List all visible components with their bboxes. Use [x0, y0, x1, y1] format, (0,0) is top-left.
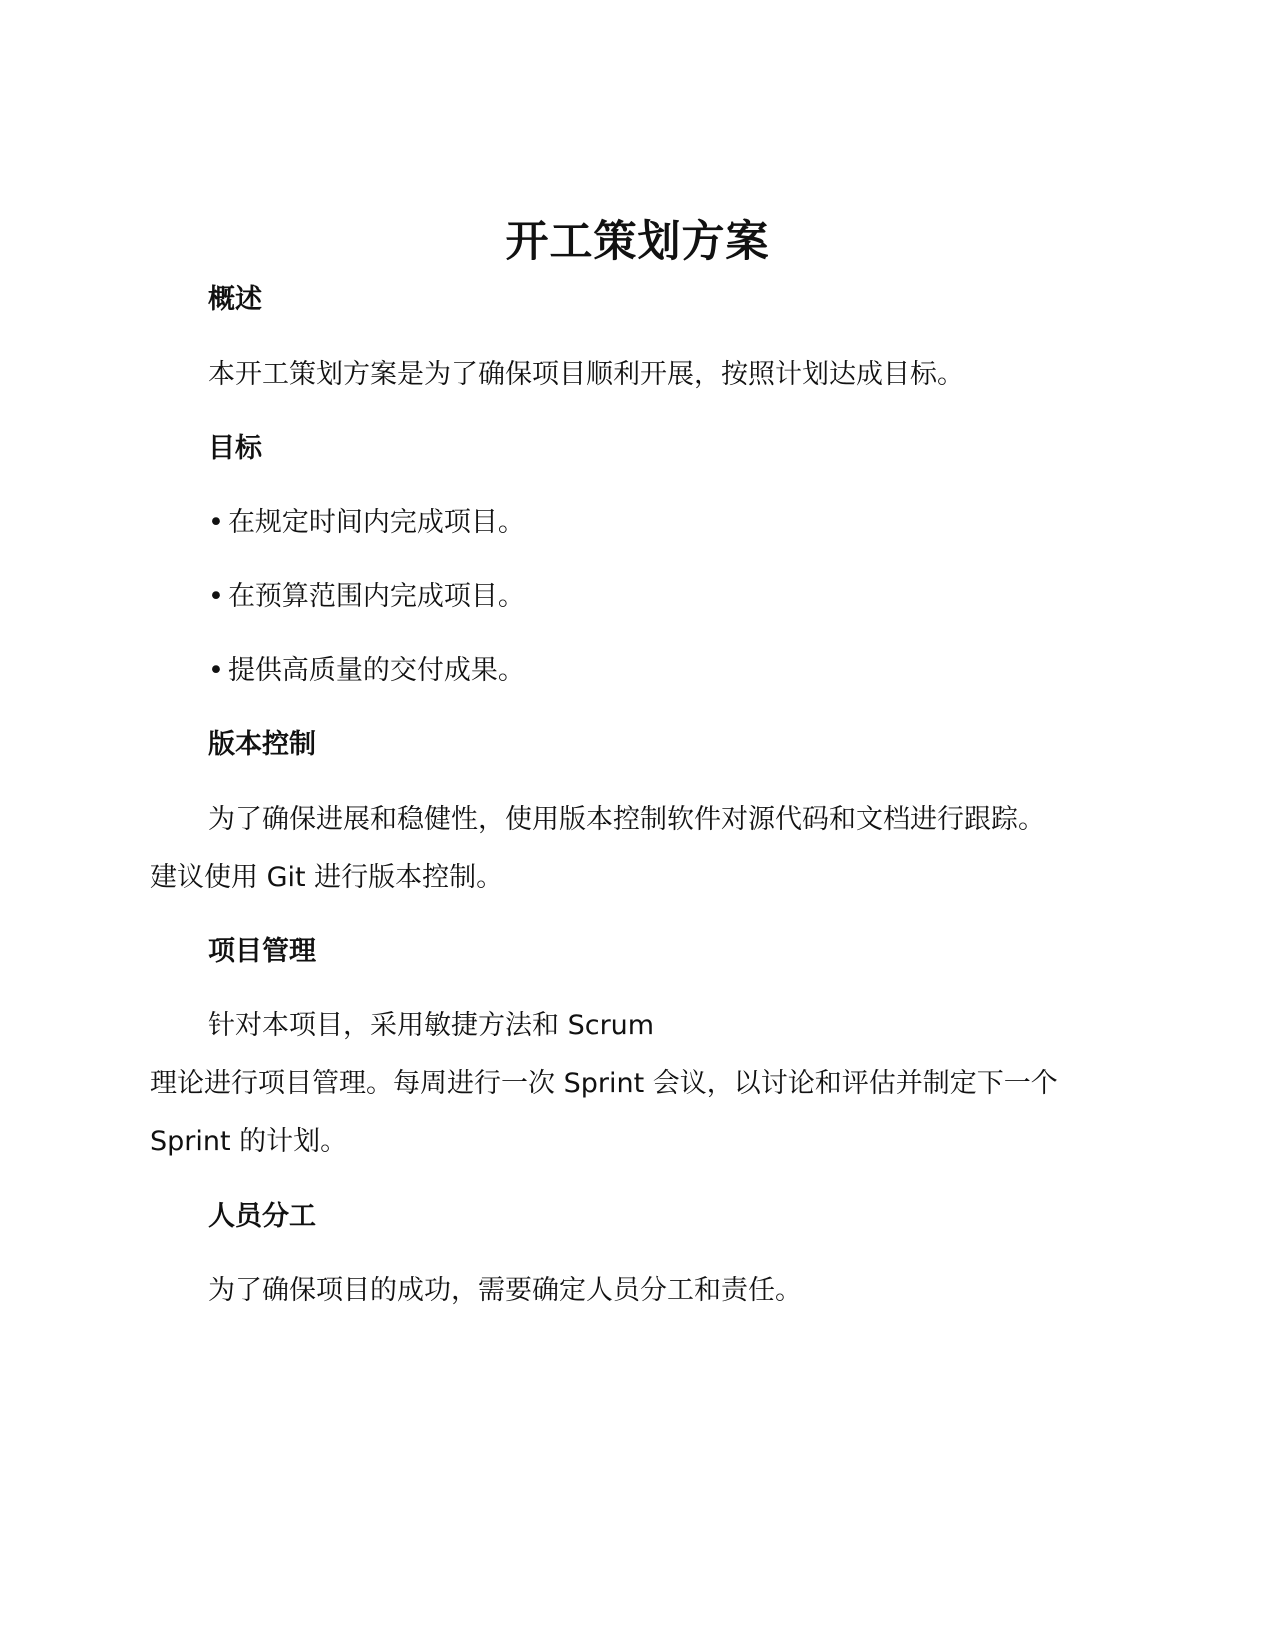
- section-heading-staffing: 人员分工: [208, 1201, 316, 1232]
- section-heading-project-management: 项目管理: [208, 936, 316, 967]
- section-heading-version-control: 版本控制: [208, 729, 316, 760]
- goal-item-text: 在规定时间内完成项目。: [227, 507, 525, 538]
- project-management-paragraph-line: Sprint 的计划。: [150, 1126, 348, 1157]
- version-control-paragraph-line: 建议使用 Git 进行版本控制。: [150, 862, 504, 893]
- section-heading-overview: 概述: [208, 284, 262, 315]
- goal-item-text: 在预算范围内完成项目。: [227, 581, 525, 612]
- document-title: 开工策划方案: [505, 217, 770, 267]
- project-management-paragraph-line: 理论进行项目管理。每周进行一次 Sprint 会议，以讨论和评估并制定下一个: [150, 1068, 1058, 1099]
- staffing-paragraph: 为了确保项目的成功，需要确定人员分工和责任。: [208, 1275, 802, 1306]
- overview-paragraph: 本开工策划方案是为了确保项目顺利开展，按照计划达成目标。: [208, 359, 964, 390]
- version-control-paragraph-line: 为了确保进展和稳健性，使用版本控制软件对源代码和文档进行跟踪。: [208, 804, 1045, 835]
- goal-list-item: [208, 653, 525, 689]
- bullet-icon: •: [208, 581, 224, 612]
- goal-item-text: 提供高质量的交付成果。: [227, 655, 525, 686]
- section-heading-goals: 目标: [208, 433, 262, 464]
- bullet-icon: •: [208, 507, 224, 538]
- bullet-icon: •: [208, 655, 224, 686]
- goal-list-item: [208, 505, 525, 541]
- project-management-paragraph-line: 针对本项目，采用敏捷方法和 Scrum: [208, 1010, 655, 1041]
- goal-list-item: [208, 579, 525, 615]
